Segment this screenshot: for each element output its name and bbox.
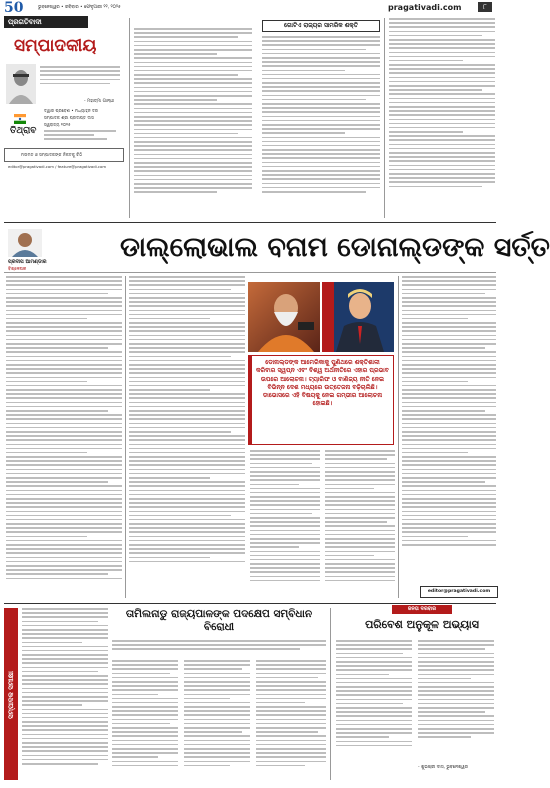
pundit-photo <box>248 282 320 352</box>
bottom-left-col-4 <box>256 660 326 780</box>
anniversary-number: 50 <box>4 0 24 16</box>
date-line: ଭୁବନେଶ୍ୱର • ରବିବାର • ଫେବୃଆରୀ ୨୨, ୨୦୨୫ <box>38 5 121 10</box>
gandhi-quote <box>40 66 120 96</box>
gandhi-portrait <box>6 64 36 104</box>
bottom-left-side-label: ସମ୍ପାଦକ ସମୀକ୍ଷା <box>4 608 18 780</box>
pull-quote-box <box>248 355 394 445</box>
section-title: ସମ୍ପାଦକୀୟ <box>14 36 97 56</box>
author-photo <box>8 229 42 257</box>
site-name[interactable]: pragativadi.com <box>388 3 462 12</box>
main-article-col-3 <box>250 450 320 598</box>
bottom-left-col-1 <box>22 608 108 780</box>
tithi-details <box>44 130 116 144</box>
info-line-2: ସମ୍ପାଦକ ଶ୍ରୀ ପ୍ରଦୀପ୍ତ ଦାସ <box>44 115 94 120</box>
trump-photo <box>322 282 394 352</box>
letters-col-1 <box>336 640 412 760</box>
quote-author: - ମହାତ୍ମା ଗାନ୍ଧୀ <box>84 99 114 104</box>
letters-col-2 <box>418 640 494 752</box>
top-article-col-2 <box>262 36 380 218</box>
top-article-col-1 <box>134 28 252 218</box>
pull-quote-text: ଡୋନାଲ୍ଡଙ୍କ ଆମେରିକାକୁ ପୁଣିଥରେ ଶକ୍ତିଶାଳୀ କରିବାର ସ୍ୱପ୍ନ ଏବଂ ବିଶ୍ୱ ଅର୍ଥନୀତିରେ ଏହାର ପ୍ରଭାବ ଉପରେ ଆଲୋଚନା। ଟ୍ୟାରିଫ ଓ ବାଣିଜ୍ୟ ନୀତି ନେଇ ବିଭିନ୍ନ ଦେଶ ମଧ୍ୟରେ ଉତ୍ତେଜନା ବଢ଼ିଚାଲିଛି। ଡାଭୋସରେ ଏହି ବିଷୟକୁ ନେଇ ଗମ୍ଭୀର ଆଲୋଚନା ହୋଇଛି। <box>256 359 389 408</box>
bottom-left-col-3 <box>184 660 250 780</box>
page-number: ୮ <box>478 2 492 12</box>
info-line-3: ସ୍ୱରାଜ୍ୟ ୨୦୨୫ <box>44 122 71 127</box>
author-role: ବିଶ୍ଳେଷକ <box>8 267 27 272</box>
main-article-col-1 <box>6 276 122 600</box>
contact-line: ମତାମତ ଓ ସମ୍ପାଦକଙ୍କ ନିକଟକୁ ଚିଠି <box>21 152 83 157</box>
bottom-left-col-2 <box>112 660 178 780</box>
main-article-footer-email[interactable]: editor@pragativadi.com <box>420 586 498 598</box>
author-name: ପ୍ରଦୀପ ଆମଣ୍ଡାର <box>8 259 47 265</box>
bottom-left-title: ତାମିଲନାଡୁ ରାଜ୍ୟପାଳଙ୍କ ପଦକ୍ଷେପ ସମ୍ବିଧାନ ବିରୋଧୀ <box>125 608 313 633</box>
sidebar-email[interactable]: editor@pragativadi.com / feature@pragativadi.com <box>8 164 107 169</box>
top-article-title: ଗୋଟିଏ ରାଜ୍ୟର ସାମରିକ ଶକ୍ତି <box>262 20 380 32</box>
letters-signature: - ଶୁଭଶ୍ରୀ ଦାସ, ଭୁବନେଶ୍ୱର <box>418 765 468 770</box>
info-line-1: ଦ୍ୱାର ପ୍ରବେଶ • ମଧ୍ୟାହ୍ନ ଦର <box>44 108 99 113</box>
letters-title: ପରିବେଶ ଅନୁକୂଳ ଅଭ୍ୟାସ <box>365 618 479 631</box>
letters-section-label: ଜନତା ଦରବାର <box>392 605 452 614</box>
tithi-label: ତିଥ୍ରାବ <box>10 126 37 136</box>
main-article-col-2 <box>129 276 245 600</box>
main-article-col-5 <box>402 276 496 576</box>
paper-name: ପ୍ରଗତିବାଦୀ <box>4 16 88 28</box>
main-headline: ଡାଲ୍ଲୋଭାଲ ବନାମ ଡୋନାଲ୍ଡଙ୍କ ସର୍ତ୍ତ <box>120 232 550 263</box>
bottom-left-lede <box>112 640 326 656</box>
main-article-col-4 <box>325 450 395 598</box>
contact-box <box>4 148 124 162</box>
flag-icon <box>14 114 26 124</box>
editorial-sidebar <box>4 14 124 254</box>
top-article-col-3 <box>389 18 495 218</box>
